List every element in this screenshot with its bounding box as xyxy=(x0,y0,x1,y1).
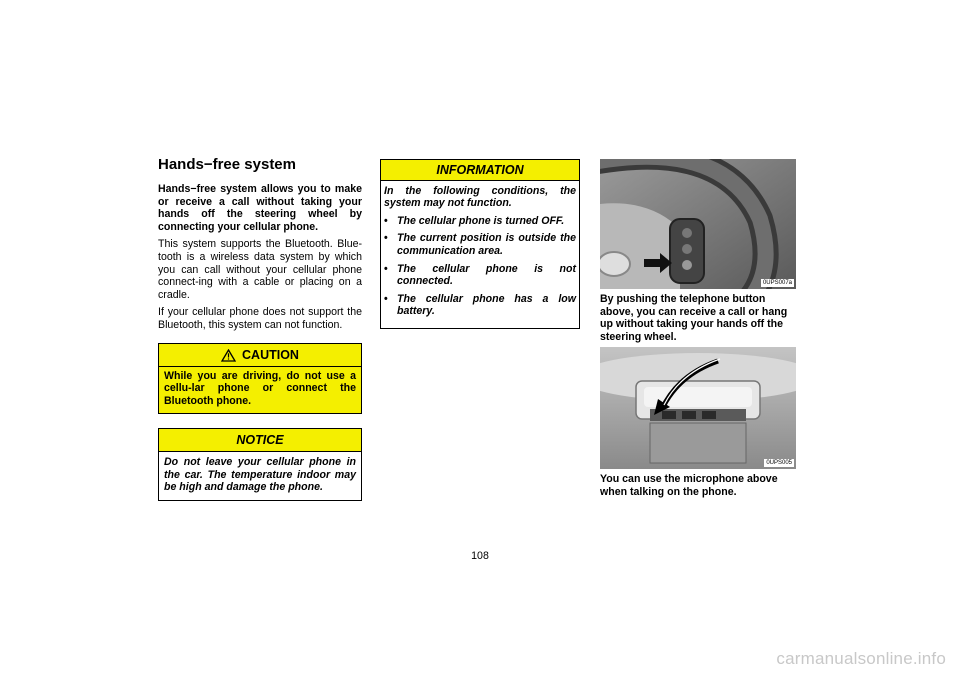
left-column xyxy=(158,156,362,501)
list-item-text: The cellular phone has a low battery. xyxy=(397,292,576,318)
information-heading: INFORMATION xyxy=(436,163,524,177)
figure-code: 0UPS005 xyxy=(766,460,792,467)
list-item xyxy=(384,293,576,318)
list-item xyxy=(384,215,576,228)
steering-wheel-photo xyxy=(600,159,796,289)
microphone-illustration xyxy=(600,347,796,469)
microphone-caption: You can use the microphone above when talking on the phone. xyxy=(600,473,778,498)
list-item xyxy=(384,232,576,257)
watermark: carmanualsonline.info xyxy=(776,649,946,668)
list-item-text: The cellular phone is turned OFF. xyxy=(397,214,565,227)
bullet-icon: • xyxy=(384,232,388,245)
caution-header xyxy=(159,344,361,366)
intro-paragraph: Hands−free system allows you to make or receive a call without taking your hands off the steering wheel by connecting your cellular phone. xyxy=(158,183,362,233)
notice-heading: NOTICE xyxy=(236,433,284,448)
figure-code: 0UPS007a xyxy=(762,280,792,286)
middle-column xyxy=(380,159,580,329)
right-column xyxy=(600,159,798,499)
unsupported-paragraph: If your cellular phone does not support the Bluetooth, this system can not function. xyxy=(158,306,362,331)
caution-text: While you are driving, do not use a cellu-lar phone or connect the Bluetooth phone. xyxy=(159,367,361,414)
notice-text: Do not leave your cellular phone in the car. The temperature indoor may be high and damage the phone. xyxy=(159,452,361,500)
page-number: 108 xyxy=(471,550,489,562)
section-title: Hands−free system xyxy=(158,156,296,173)
steering-wheel-illustration xyxy=(600,159,796,289)
information-body xyxy=(381,181,579,328)
caution-heading: CAUTION xyxy=(242,347,299,362)
notice-box xyxy=(158,428,362,500)
list-item-text: The cellular phone is not connected. xyxy=(397,262,576,288)
warning-triangle-icon xyxy=(221,349,236,362)
bullet-icon: • xyxy=(384,292,388,305)
information-box xyxy=(380,159,580,329)
list-item-text: The current position is outside the communication area. xyxy=(397,232,576,257)
caution-box xyxy=(158,343,362,415)
bullet-icon: • xyxy=(384,262,388,275)
steering-wheel-caption: By pushing the telephone button above, you can receive a call or hang up without taking your hands off the steering wheel. xyxy=(600,293,788,343)
list-item xyxy=(384,263,576,288)
microphone-photo xyxy=(600,347,796,469)
bluetooth-paragraph: This system supports the Bluetooth. Blue-tooth is a wireless data system by which you can call without your cellular phone connect-ing with a cable or placing on a cradle. xyxy=(158,238,362,301)
information-intro: In the following conditions, the system may not function. xyxy=(384,184,576,210)
bullet-icon: • xyxy=(384,214,388,227)
